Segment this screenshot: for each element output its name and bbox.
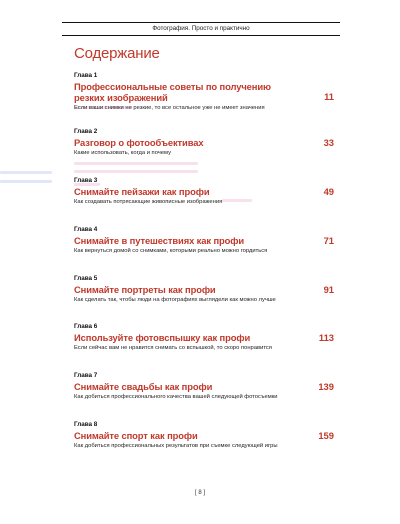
chapter-title[interactable]: Профессиональные советы по получению резких изображений: [74, 81, 271, 103]
toc-entry[interactable]: [74, 225, 334, 256]
toc-entry[interactable]: [74, 274, 334, 305]
chapter-description: Как вернуться домой со снимками, которыми реально можно гордиться: [74, 248, 268, 254]
chapter-description: Как добиться профессиональных результатов при съемке следующей игры: [74, 443, 278, 449]
chapter-title[interactable]: Снимайте портреты как профи: [74, 284, 216, 295]
chapter-page-number[interactable]: 33: [323, 137, 334, 148]
chapter-label: Глава 7: [74, 372, 98, 379]
chapter-page-number[interactable]: 113: [318, 332, 334, 343]
chapter-label: Глава 2: [74, 128, 98, 135]
toc-entry[interactable]: [74, 420, 334, 451]
bleed-mark: [74, 170, 198, 173]
chapter-description: Если ваши снимки не резкие, то все остальное уже не имеет значения: [74, 105, 265, 111]
toc-entry[interactable]: [74, 322, 334, 353]
chapter-label: Глава 8: [74, 421, 98, 428]
chapter-page-number[interactable]: 11: [324, 91, 334, 102]
chapter-page-number[interactable]: 91: [323, 284, 334, 295]
bleed-mark: [0, 180, 52, 183]
chapter-page-number[interactable]: 139: [318, 381, 334, 392]
chapter-description: Как сделать так, чтобы люди на фотографиях выглядели как можно лучше: [74, 297, 276, 303]
chapter-label: Глава 3: [74, 177, 98, 184]
toc-entry[interactable]: [74, 127, 334, 158]
toc-entry[interactable]: [74, 176, 334, 207]
chapter-title[interactable]: Используйте фотовспышку как профи: [74, 332, 251, 343]
running-header: Фотография. Просто и практично: [62, 22, 340, 36]
chapter-description: Если сейчас вам не нравится снимать со вспышкой, то скоро понравится: [74, 345, 272, 351]
bleed-mark: [74, 162, 198, 165]
chapter-page-number[interactable]: 71: [323, 235, 334, 246]
bleed-mark: [0, 171, 52, 174]
toc-entry[interactable]: [74, 71, 334, 113]
chapter-title[interactable]: Снимайте пейзажи как профи: [74, 186, 210, 197]
chapter-title[interactable]: Снимайте в путешествиях как профи: [74, 235, 245, 246]
chapter-label: Глава 1: [74, 72, 98, 79]
chapter-description: Какие использовать, когда и почему: [74, 150, 171, 156]
chapter-page-number[interactable]: 159: [318, 430, 334, 441]
chapter-label: Глава 5: [74, 275, 98, 282]
chapter-title[interactable]: Разговор о фотообъективах: [74, 137, 204, 148]
chapter-label: Глава 4: [74, 226, 98, 233]
chapter-description: Как создавать потрясающие живописные изображения: [74, 199, 223, 205]
chapter-label: Глава 6: [74, 323, 98, 330]
chapter-page-number[interactable]: 49: [323, 186, 334, 197]
chapter-description: Как добиться профессионального качества вашей следующей фотосъемки: [74, 394, 278, 400]
chapter-title[interactable]: Снимайте спорт как профи: [74, 430, 198, 441]
page-title: Содержание: [74, 45, 160, 62]
toc-entry[interactable]: [74, 371, 334, 402]
chapter-title[interactable]: Снимайте свадьбы как профи: [74, 381, 213, 392]
page-number: [ 8 ]: [194, 490, 205, 496]
